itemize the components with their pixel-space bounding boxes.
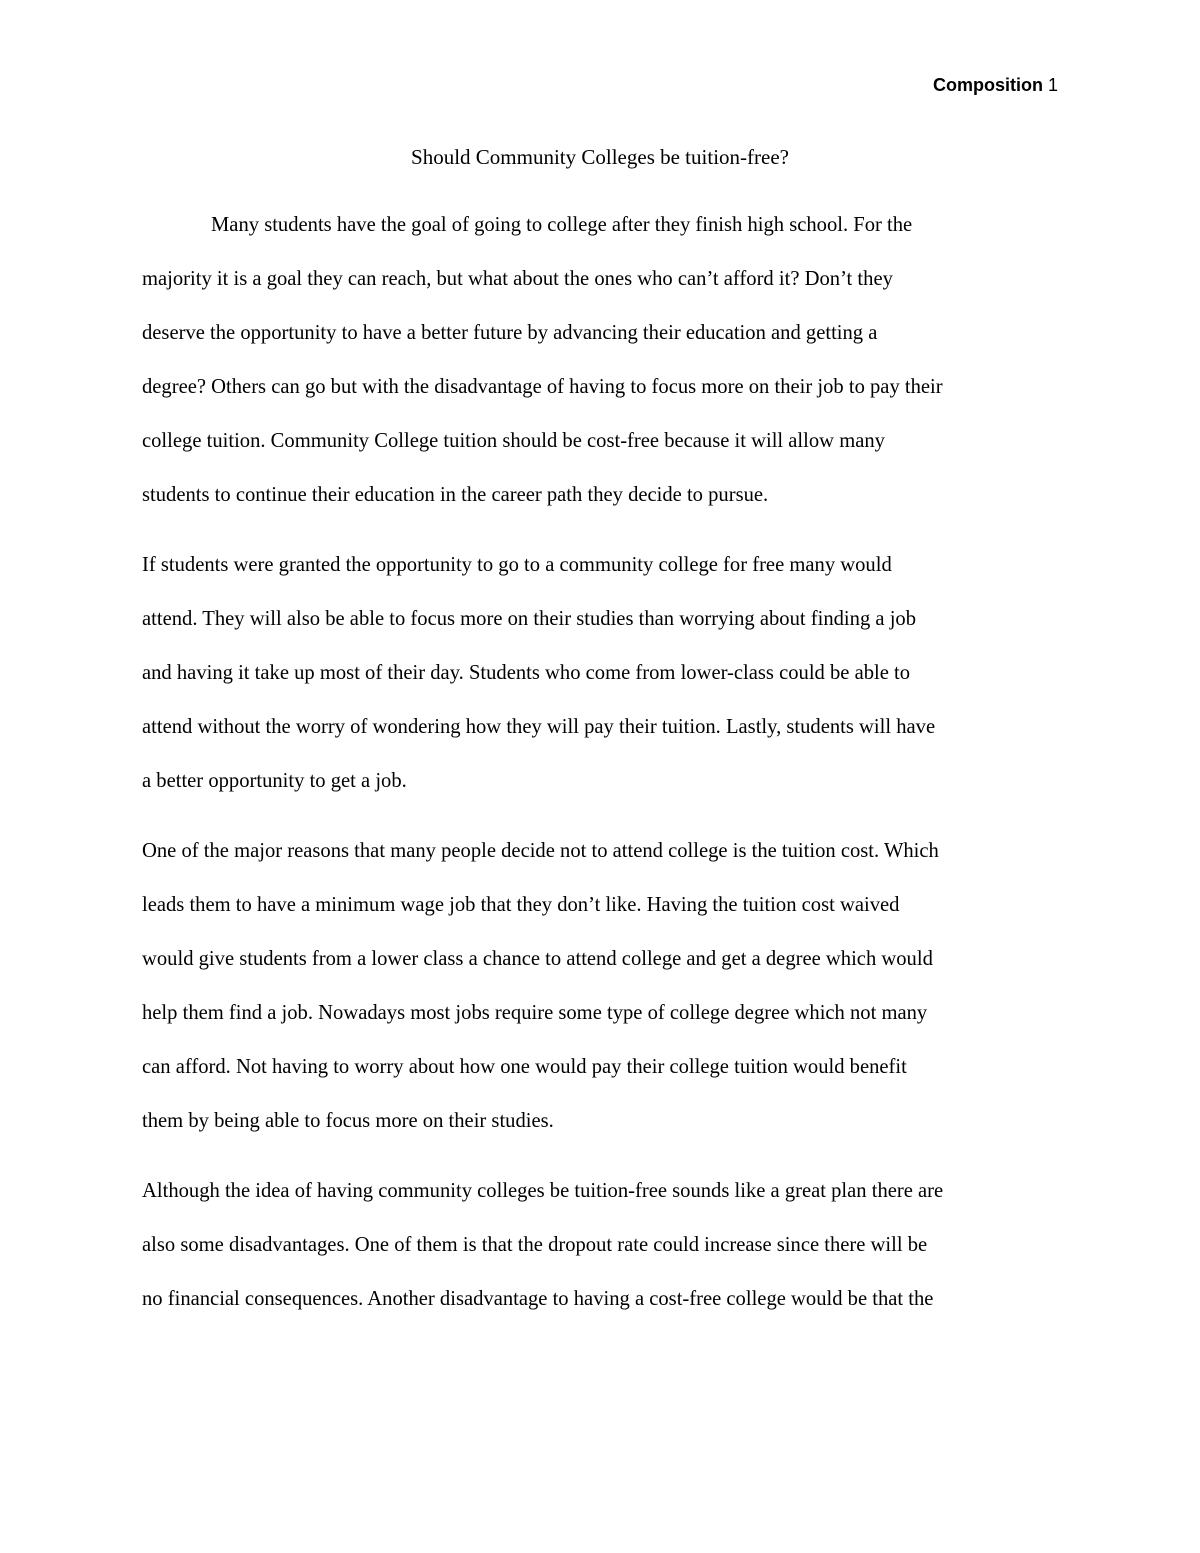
paragraph-line: no financial consequences. Another disadvantage to having a cost-free college would be that the (142, 1288, 934, 1310)
paragraph-line: deserve the opportunity to have a better future by advancing their education and getting a (142, 322, 878, 344)
paragraph-line: also some disadvantages. One of them is that the dropout rate could increase since there will be (142, 1234, 928, 1256)
paragraph-line: help them find a job. Nowadays most jobs require some type of college degree which not many (142, 1002, 928, 1024)
paragraph-line: leads them to have a minimum wage job that they don’t like. Having the tuition cost waived (142, 894, 900, 916)
paragraph-line: attend. They will also be able to focus more on their studies than worrying about finding a job (142, 608, 917, 630)
document-title: Should Community Colleges be tuition-free? (411, 145, 789, 169)
paragraph-line: One of the major reasons that many people decide not to attend college is the tuition cost. Which (142, 840, 939, 862)
running-head (933, 72, 1058, 98)
paragraph-line: them by being able to focus more on their studies. (142, 1110, 554, 1132)
paragraph-line: majority it is a goal they can reach, but what about the ones who can’t afford it? Don’t they (142, 268, 893, 290)
paragraph-line: Many students have the goal of going to college after they finish high school. For the (211, 214, 913, 236)
paragraph-line: If students were granted the opportunity to go to a community college for free many would (142, 554, 892, 576)
paragraph-line: degree? Others can go but with the disadvantage of having to focus more on their job to pay their (142, 376, 943, 398)
paragraph-line: and having it take up most of their day. Students who come from lower-class could be able to (142, 662, 911, 684)
paragraph-line: a better opportunity to get a job. (142, 770, 407, 792)
paragraph-line: students to continue their education in the career path they decide to pursue. (142, 484, 769, 506)
paragraph-line: can afford. Not having to worry about how one would pay their college tuition would benefit (142, 1056, 907, 1078)
running-head-label: Composition (932, 75, 1043, 95)
page-number: 1 (1047, 75, 1058, 95)
paragraph-line: would give students from a lower class a chance to attend college and get a degree which would (142, 948, 933, 970)
paragraph-line: Although the idea of having community colleges be tuition-free sounds like a great plan there are (142, 1180, 944, 1202)
paragraph-line: college tuition. Community College tuition should be cost-free because it will allow many (142, 430, 885, 452)
paragraph-line: attend without the worry of wondering how they will pay their tuition. Lastly, students will have (142, 716, 936, 738)
